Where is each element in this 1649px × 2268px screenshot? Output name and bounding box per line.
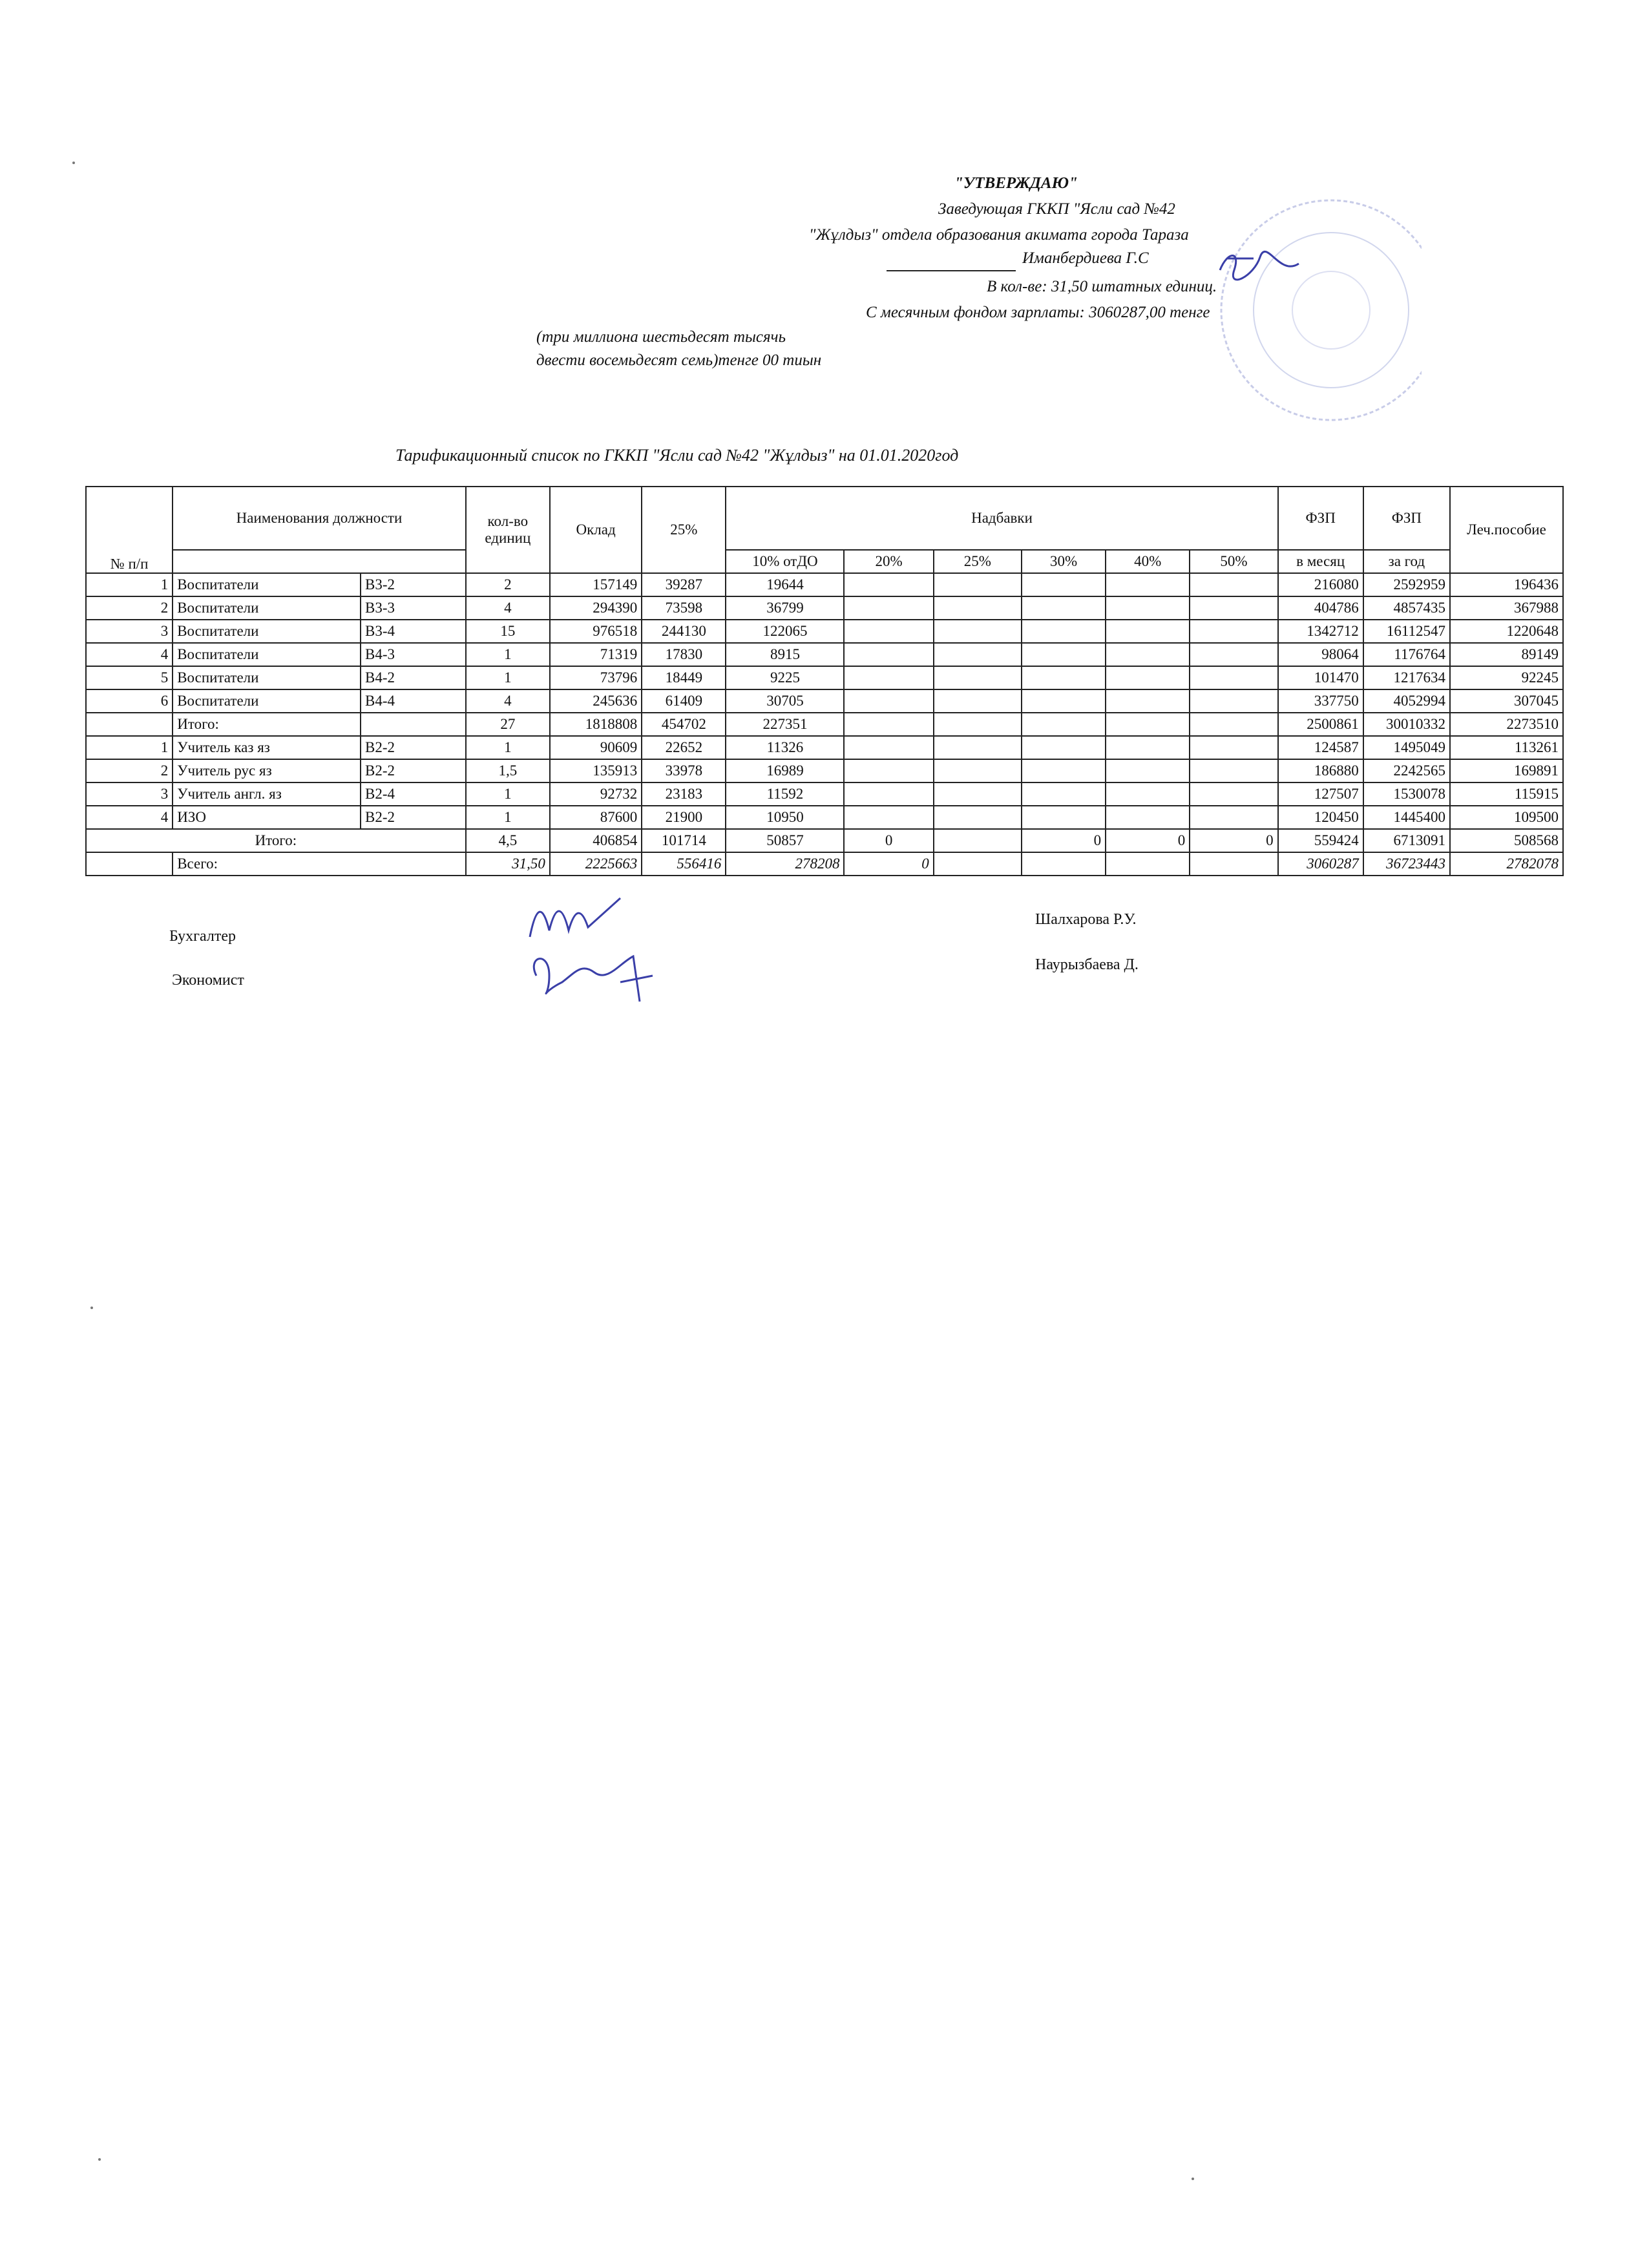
cell-bonus-25 <box>934 643 1022 666</box>
economist-name: Наурызбаева Д. <box>1035 956 1139 973</box>
approval-heading: "УТВЕРЖДАЮ" <box>954 174 1078 192</box>
cell-bonus-30 <box>1022 713 1106 736</box>
header-month: в месяц <box>1278 550 1363 573</box>
cell-name: Учитель англ. яз <box>173 782 361 806</box>
cell-name: Учитель каз яз <box>173 736 361 759</box>
cell-year: 1495049 <box>1363 736 1450 759</box>
cell-bonus-40 <box>1106 666 1190 689</box>
cell-bonus-40 <box>1106 643 1190 666</box>
cell-bonus-25 <box>934 829 1022 852</box>
table-row <box>86 620 1563 643</box>
table-row <box>86 596 1563 620</box>
cell-bonus-30: 0 <box>1022 829 1106 852</box>
cell-bonus-25 <box>934 620 1022 643</box>
header-num: № п/п <box>86 487 173 573</box>
approval-director: Заведующая ГККП "Ясли сад №42 <box>938 200 1175 218</box>
header-bonuses: Надбавки <box>726 487 1277 550</box>
cell-medical: 508568 <box>1450 829 1563 852</box>
cell-bonus-40: 0 <box>1106 829 1190 852</box>
cell-month: 2500861 <box>1278 713 1363 736</box>
scan-speck <box>1192 2178 1194 2180</box>
cell-month: 186880 <box>1278 759 1363 782</box>
header-bonus-20: 20% <box>844 550 933 573</box>
table-row <box>86 782 1563 806</box>
table-row <box>86 806 1563 829</box>
cell-bonus-50 <box>1190 596 1277 620</box>
cell-bonus-10: 8915 <box>726 643 844 666</box>
cell-bonus-10: 11592 <box>726 782 844 806</box>
cell-num: 4 <box>86 643 173 666</box>
cell-bonus-10: 16989 <box>726 759 844 782</box>
subtotal-label: Итого: <box>86 829 466 852</box>
economist-signature <box>523 937 666 1008</box>
cell-qty: 1 <box>466 736 550 759</box>
cell-month: 337750 <box>1278 689 1363 713</box>
cell-bonus-25 <box>934 782 1022 806</box>
cell-bonus-25 <box>934 713 1022 736</box>
approval-department: "Жұлдыз" отдела образования акимата города Тараза <box>809 226 1189 244</box>
cell-bonus-50 <box>1190 759 1277 782</box>
cell-bonus-40 <box>1106 806 1190 829</box>
cell-medical: 367988 <box>1450 596 1563 620</box>
cell-num: 3 <box>86 782 173 806</box>
cell-bonus-10: 19644 <box>726 573 844 596</box>
cell-category: В3-4 <box>361 620 466 643</box>
cell-salary: 245636 <box>550 689 642 713</box>
cell-salary: 73796 <box>550 666 642 689</box>
cell-bonus-50 <box>1190 713 1277 736</box>
cell-month: 216080 <box>1278 573 1363 596</box>
cell-medical: 92245 <box>1450 666 1563 689</box>
cell-category: В3-2 <box>361 573 466 596</box>
cell-name: Воспитатели <box>173 596 361 620</box>
cell-category: В4-2 <box>361 666 466 689</box>
cell-salary: 71319 <box>550 643 642 666</box>
cell-medical: 2782078 <box>1450 852 1563 876</box>
header-fzp-year: ФЗП <box>1363 487 1450 550</box>
cell-qty: 4 <box>466 689 550 713</box>
cell-bonus-30 <box>1022 759 1106 782</box>
cell-bonus-20: 0 <box>844 852 933 876</box>
cell-qty: 4,5 <box>466 829 550 852</box>
cell-bonus-40 <box>1106 620 1190 643</box>
cell-salary: 157149 <box>550 573 642 596</box>
header-medical: Леч.пособие <box>1450 487 1563 573</box>
cell-qty: 1 <box>466 806 550 829</box>
cell-25: 101714 <box>642 829 726 852</box>
total-label: Всего: <box>173 852 466 876</box>
cell-bonus-10: 50857 <box>726 829 844 852</box>
table-row <box>86 643 1563 666</box>
cell-year: 1530078 <box>1363 782 1450 806</box>
table-row <box>86 736 1563 759</box>
cell-year: 16112547 <box>1363 620 1450 643</box>
cell-bonus-40 <box>1106 736 1190 759</box>
cell-num: 3 <box>86 620 173 643</box>
cell-bonus-10: 227351 <box>726 713 844 736</box>
accountant-name: Шалхарова Р.У. <box>1035 911 1137 928</box>
cell-month: 1342712 <box>1278 620 1363 643</box>
cell-salary: 2225663 <box>550 852 642 876</box>
director-signature <box>1215 244 1305 283</box>
cell-qty: 15 <box>466 620 550 643</box>
header-name: Наименования должности <box>173 487 466 550</box>
cell-25: 33978 <box>642 759 726 782</box>
cell-medical: 2273510 <box>1450 713 1563 736</box>
cell-category: В2-2 <box>361 759 466 782</box>
cell-salary: 87600 <box>550 806 642 829</box>
cell-25: 21900 <box>642 806 726 829</box>
cell-num <box>86 713 173 736</box>
cell-bonus-50 <box>1190 689 1277 713</box>
cell-25: 18449 <box>642 666 726 689</box>
cell-name: Воспитатели <box>173 666 361 689</box>
cell-bonus-10: 30705 <box>726 689 844 713</box>
cell-month: 127507 <box>1278 782 1363 806</box>
approval-block <box>536 174 1649 388</box>
cell-num: 2 <box>86 759 173 782</box>
header-bonus-50: 50% <box>1190 550 1277 573</box>
cell-num: 2 <box>86 596 173 620</box>
cell-25: 22652 <box>642 736 726 759</box>
cell-month: 3060287 <box>1278 852 1363 876</box>
cell-bonus-10: 9225 <box>726 666 844 689</box>
cell-num: 1 <box>86 573 173 596</box>
cell-name: ИЗО <box>173 806 361 829</box>
cell-month: 120450 <box>1278 806 1363 829</box>
cell-salary: 1818808 <box>550 713 642 736</box>
cell-num: 1 <box>86 736 173 759</box>
cell-year: 2242565 <box>1363 759 1450 782</box>
approval-fund: С месячным фондом зарплаты: 3060287,00 тенге <box>866 304 1210 321</box>
cell-bonus-10: 122065 <box>726 620 844 643</box>
cell-bonus-30 <box>1022 573 1106 596</box>
cell-year: 30010332 <box>1363 713 1450 736</box>
cell-bonus-25 <box>934 689 1022 713</box>
cell-medical: 307045 <box>1450 689 1563 713</box>
cell-bonus-20 <box>844 643 933 666</box>
cell-bonus-30 <box>1022 689 1106 713</box>
cell-qty: 31,50 <box>466 852 550 876</box>
subtotal-row <box>86 713 1563 736</box>
cell-25: 39287 <box>642 573 726 596</box>
economist-label: Экономист <box>172 972 244 989</box>
cell-bonus-50 <box>1190 620 1277 643</box>
scan-speck <box>90 1307 93 1309</box>
table-row <box>86 573 1563 596</box>
cell-bonus-20 <box>844 573 933 596</box>
cell-category: В2-2 <box>361 736 466 759</box>
approval-signer: Иманбердиева Г.С <box>1022 249 1149 267</box>
cell-bonus-50 <box>1190 573 1277 596</box>
cell-25: 244130 <box>642 620 726 643</box>
cell-salary: 135913 <box>550 759 642 782</box>
cell-category: В2-2 <box>361 806 466 829</box>
cell-bonus-10: 36799 <box>726 596 844 620</box>
cell-25: 23183 <box>642 782 726 806</box>
table-row <box>86 689 1563 713</box>
cell-bonus-40 <box>1106 596 1190 620</box>
cell-bonus-20 <box>844 596 933 620</box>
cell-year: 36723443 <box>1363 852 1450 876</box>
header-bonus-40: 40% <box>1106 550 1190 573</box>
cell-bonus-50 <box>1190 666 1277 689</box>
cell-bonus-50 <box>1190 736 1277 759</box>
cell-salary: 92732 <box>550 782 642 806</box>
cell-25: 73598 <box>642 596 726 620</box>
cell-bonus-30 <box>1022 620 1106 643</box>
cell-bonus-30 <box>1022 782 1106 806</box>
cell-category: В3-3 <box>361 596 466 620</box>
cell-bonus-20 <box>844 759 933 782</box>
cell-num: 4 <box>86 806 173 829</box>
cell-year: 1217634 <box>1363 666 1450 689</box>
cell-bonus-30 <box>1022 736 1106 759</box>
cell-bonus-20 <box>844 620 933 643</box>
cell-25: 17830 <box>642 643 726 666</box>
cell-bonus-40 <box>1106 689 1190 713</box>
total-row <box>86 852 1563 876</box>
document-title: Тарификационный список по ГККП "Ясли сад №42 "Жұлдыз" на 01.01.2020год <box>395 446 959 465</box>
header-bonus-25: 25% <box>934 550 1022 573</box>
cell-bonus-10: 11326 <box>726 736 844 759</box>
cell-bonus-20 <box>844 736 933 759</box>
scan-speck <box>72 162 75 164</box>
cell-category: В4-3 <box>361 643 466 666</box>
cell-qty: 1 <box>466 666 550 689</box>
cell-medical: 115915 <box>1450 782 1563 806</box>
header-year: за год <box>1363 550 1450 573</box>
cell-bonus-20 <box>844 689 933 713</box>
cell-bonus-20 <box>844 782 933 806</box>
accountant-label: Бухгалтер <box>169 928 236 945</box>
cell-bonus-25 <box>934 666 1022 689</box>
cell-bonus-20: 0 <box>844 829 933 852</box>
cell-month: 559424 <box>1278 829 1363 852</box>
cell-salary: 294390 <box>550 596 642 620</box>
cell-category: В4-4 <box>361 689 466 713</box>
cell-month: 404786 <box>1278 596 1363 620</box>
cell-bonus-50 <box>1190 782 1277 806</box>
cell-category: В2-4 <box>361 782 466 806</box>
approval-signature-line <box>887 255 1016 271</box>
cell-name: Воспитатели <box>173 643 361 666</box>
header-qty: кол-во единиц <box>466 487 550 573</box>
cell-bonus-20 <box>844 666 933 689</box>
cell-category <box>361 713 466 736</box>
cell-qty: 2 <box>466 573 550 596</box>
cell-month: 101470 <box>1278 666 1363 689</box>
cell-medical: 196436 <box>1450 573 1563 596</box>
cell-year: 1176764 <box>1363 643 1450 666</box>
header-25: 25% <box>642 487 726 573</box>
tariff-table <box>85 486 1564 876</box>
cell-bonus-10: 10950 <box>726 806 844 829</box>
cell-name: Учитель рус яз <box>173 759 361 782</box>
cell-qty: 4 <box>466 596 550 620</box>
cell-25: 556416 <box>642 852 726 876</box>
cell-name: Итого: <box>173 713 361 736</box>
subtotal-row <box>86 829 1563 852</box>
cell-bonus-40 <box>1106 713 1190 736</box>
cell-month: 98064 <box>1278 643 1363 666</box>
cell-qty: 1 <box>466 782 550 806</box>
cell-salary: 976518 <box>550 620 642 643</box>
header-bonus-30: 30% <box>1022 550 1106 573</box>
cell-salary: 90609 <box>550 736 642 759</box>
cell-medical: 113261 <box>1450 736 1563 759</box>
approval-amount-words-2: двести восемьдесят семь)тенге 00 тиын <box>536 352 822 369</box>
cell-bonus-25 <box>934 736 1022 759</box>
cell-bonus-40 <box>1106 759 1190 782</box>
scan-speck <box>98 2158 101 2161</box>
cell-bonus-50 <box>1190 806 1277 829</box>
cell-name: Воспитатели <box>173 573 361 596</box>
approval-staff-count: В кол-ве: 31,50 штатных единиц. <box>987 278 1217 295</box>
cell-name: Воспитатели <box>173 620 361 643</box>
cell-year: 6713091 <box>1363 829 1450 852</box>
table-row <box>86 666 1563 689</box>
cell-month: 124587 <box>1278 736 1363 759</box>
table-row <box>86 759 1563 782</box>
cell-bonus-25 <box>934 759 1022 782</box>
header-salary: Оклад <box>550 487 642 573</box>
cell-bonus-50 <box>1190 643 1277 666</box>
cell-bonus-50: 0 <box>1190 829 1277 852</box>
cell-bonus-25 <box>934 596 1022 620</box>
cell-medical: 1220648 <box>1450 620 1563 643</box>
cell-bonus-20 <box>844 713 933 736</box>
cell-bonus-25 <box>934 806 1022 829</box>
cell-medical: 109500 <box>1450 806 1563 829</box>
cell-qty: 27 <box>466 713 550 736</box>
cell-bonus-30 <box>1022 666 1106 689</box>
cell-year: 2592959 <box>1363 573 1450 596</box>
cell-bonus-30 <box>1022 596 1106 620</box>
cell-bonus-10: 278208 <box>726 852 844 876</box>
cell-num: 5 <box>86 666 173 689</box>
cell-medical: 169891 <box>1450 759 1563 782</box>
cell-25: 454702 <box>642 713 726 736</box>
cell-name: Воспитатели <box>173 689 361 713</box>
cell-medical: 89149 <box>1450 643 1563 666</box>
cell-bonus-20 <box>844 806 933 829</box>
cell-salary: 406854 <box>550 829 642 852</box>
cell-bonus-40 <box>1106 573 1190 596</box>
cell-qty: 1 <box>466 643 550 666</box>
header-fzp-month: ФЗП <box>1278 487 1363 550</box>
cell-year: 4857435 <box>1363 596 1450 620</box>
cell-bonus-40 <box>1106 782 1190 806</box>
cell-qty: 1,5 <box>466 759 550 782</box>
header-bonus-10: 10% отДО <box>726 550 844 573</box>
cell-year: 4052994 <box>1363 689 1450 713</box>
cell-bonus-30 <box>1022 806 1106 829</box>
cell-num: 6 <box>86 689 173 713</box>
cell-bonus-25 <box>934 573 1022 596</box>
cell-25: 61409 <box>642 689 726 713</box>
approval-amount-words-1: (три миллиона шестьдесят тысячь <box>536 328 786 346</box>
cell-year: 1445400 <box>1363 806 1450 829</box>
cell-bonus-30 <box>1022 643 1106 666</box>
